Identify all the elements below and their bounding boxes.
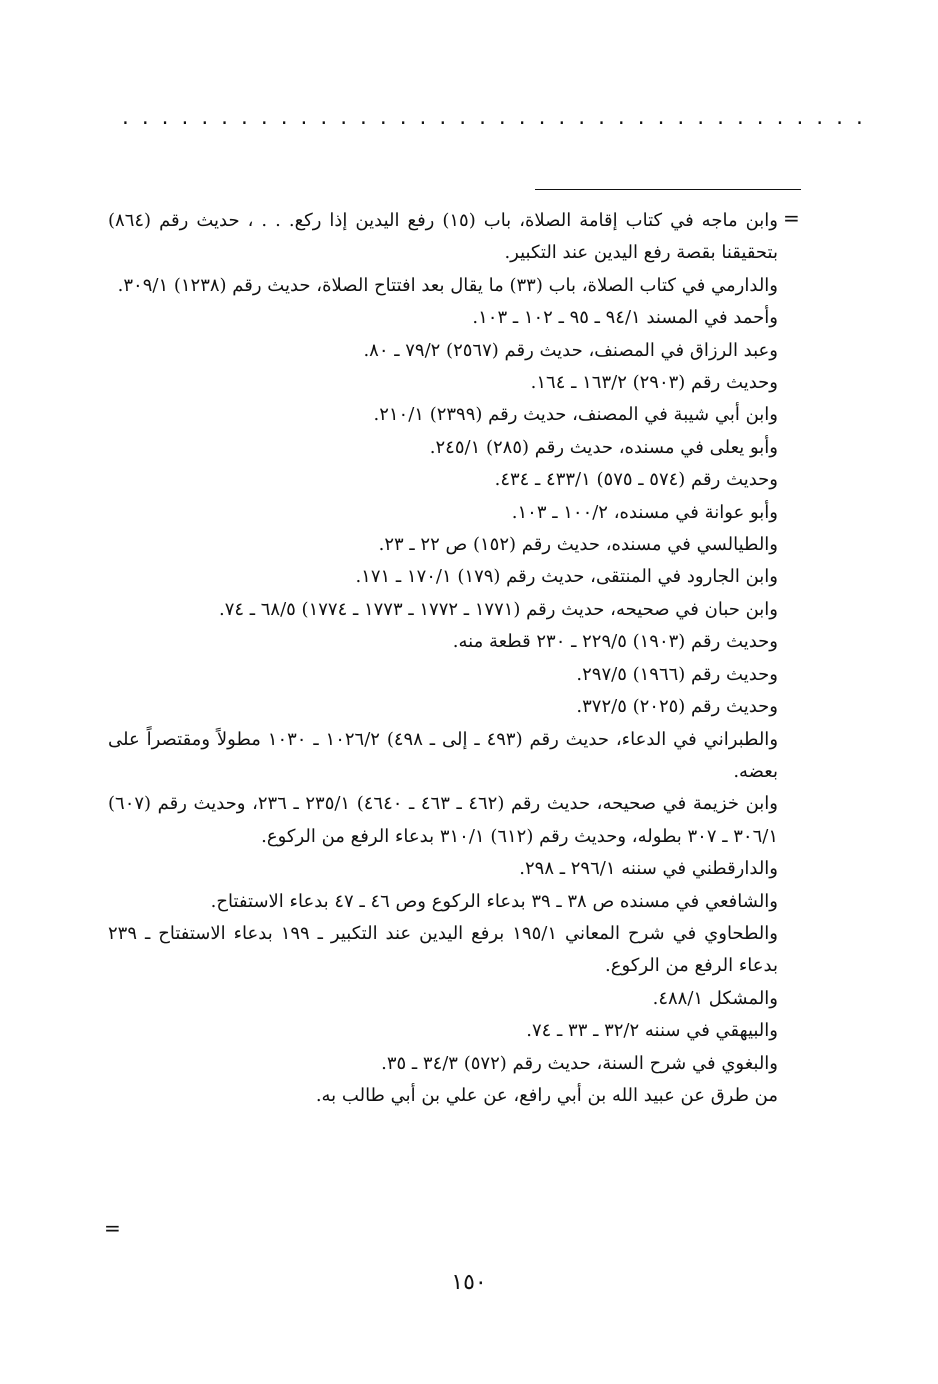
- footnote-separator-rule: [535, 189, 801, 190]
- footnote-line: وأبو عوانة في مسنده، ١٠٠/٢ ـ ١٠٣.: [511, 501, 778, 523]
- footnote-line: وابن الجارود في المنتقى، حديث رقم (١٧٩) ١٧٠/١ ـ ١٧١.: [355, 566, 778, 588]
- footnote-line: وابن حبان في صحيحه، حديث رقم (١٧٧١ ـ ١٧٧٢ ـ ١٧٧٣ ـ ١٧٧٤) ٦٨/٥ ـ ٧٤.: [218, 598, 778, 620]
- footnote-line: وحديث رقم (١٩٦٦) ٢٩٧/٥.: [576, 663, 778, 685]
- footnote-list: [108, 205, 778, 1112]
- footnote-line: والطبراني في الدعاء، حديث رقم (٤٩٣ ـ إلى ـ ٤٩٨) ١٠٢٦/٢ ـ ١٠٣٠ مطولاً ومقتصراً على بعضه.: [108, 728, 779, 782]
- footnote-line: وحديث رقم (١٩٠٣) ٢٢٩/٥ ـ ٢٣٠ قطعة منه.: [452, 631, 778, 653]
- footnote-line: والبغوي في شرح السنة، حديث رقم (٥٧٢) ٣٤/٣ ـ ٣٥.: [381, 1052, 778, 1074]
- page-number: ١٥٠: [451, 1270, 487, 1295]
- footnote-line: وابن أبي شيبة في المصنف، حديث رقم (٢٣٩٩) ٢١٠/١.: [373, 404, 778, 426]
- footnote-line: وابن ماجه في كتاب إقامة الصلاة، باب (١٥) رفع اليدين إذا ركع. . . ، حديث رقم (٨٦٤) بتحقيقنا بقصة رفع اليدين عند التكبير.: [108, 210, 778, 264]
- footnote-line: وحديث رقم (٢٩٠٣) ١٦٣/٢ ـ ١٦٤.: [530, 372, 778, 394]
- footnote-line: وأحمد في المسند ٩٤/١ ـ ٩٥ ـ ١٠٢ ـ ١٠٣.: [472, 307, 778, 329]
- footnote-line: والدارمي في كتاب الصلاة، باب (٣٣) ما يقال بعد افتتاح الصلاة، حديث رقم (١٢٣٨) ٣٠٩/١.: [117, 274, 778, 296]
- footnote-line: وحديث رقم (٥٧٤ ـ ٥٧٥) ٤٣٣/١ ـ ٤٣٤.: [494, 469, 778, 491]
- footnote-line: من طرق عن عبيد الله بن أبي رافع، عن علي بن أبي طالب به.: [315, 1084, 778, 1106]
- decorative-dotted-separator: ......................................: [120, 108, 874, 129]
- footnote-line: والشافعي في مسنده ص ٣٨ ـ ٣٩ بدعاء الركوع وص ٤٦ ـ ٤٧ بدعاء الاستفتاح.: [210, 890, 778, 912]
- continuation-mark-top: =: [783, 206, 800, 230]
- footnote-line: والطحاوي في شرح المعاني ١٩٥/١ برفع اليدين عند التكبير ـ ١٩٩ بدعاء الاستفتاح ـ ٢٣٩ بدعاء الرفع من الركوع.: [108, 922, 778, 977]
- footnote-line: وحديث رقم (٢٠٢٥) ٣٧٢/٥.: [576, 696, 778, 718]
- footnote-line: والبيهقي في سننه ٣٢/٢ ـ ٣٣ ـ ٧٤.: [526, 1020, 778, 1042]
- footnote-line: والطيالسي في مسنده، حديث رقم (١٥٢) ص ٢٢ ـ ٢٣.: [378, 534, 778, 556]
- continuation-mark-bottom: =: [104, 1216, 121, 1240]
- footnote-line: والدارقطني في سننه ٢٩٦/١ ـ ٢٩٨.: [519, 858, 778, 880]
- footnote-line: وابن خزيمة في صحيحه، حديث رقم (٤٦٢ ـ ٤٦٣ ـ ٤٦٤٠) ٢٣٥/١ ـ ٢٣٦، وحديث رقم (٦٠٧) ٣٠٦/١ ـ ٣٠٧ بطوله، وحديث رقم (٦١٢) ٣١٠/١ بدعاء الرفع من الركوع.: [108, 793, 778, 847]
- footnote-line: وأبو يعلى في مسنده، حديث رقم (٢٨٥) ٢٤٥/١.: [429, 436, 778, 458]
- footnote-line: وعبد الرزاق في المصنف، حديث رقم (٢٥٦٧) ٧٩/٢ ـ ٨٠.: [363, 339, 778, 361]
- footnote-line: والمشكل ٤٨٨/١.: [652, 987, 778, 1009]
